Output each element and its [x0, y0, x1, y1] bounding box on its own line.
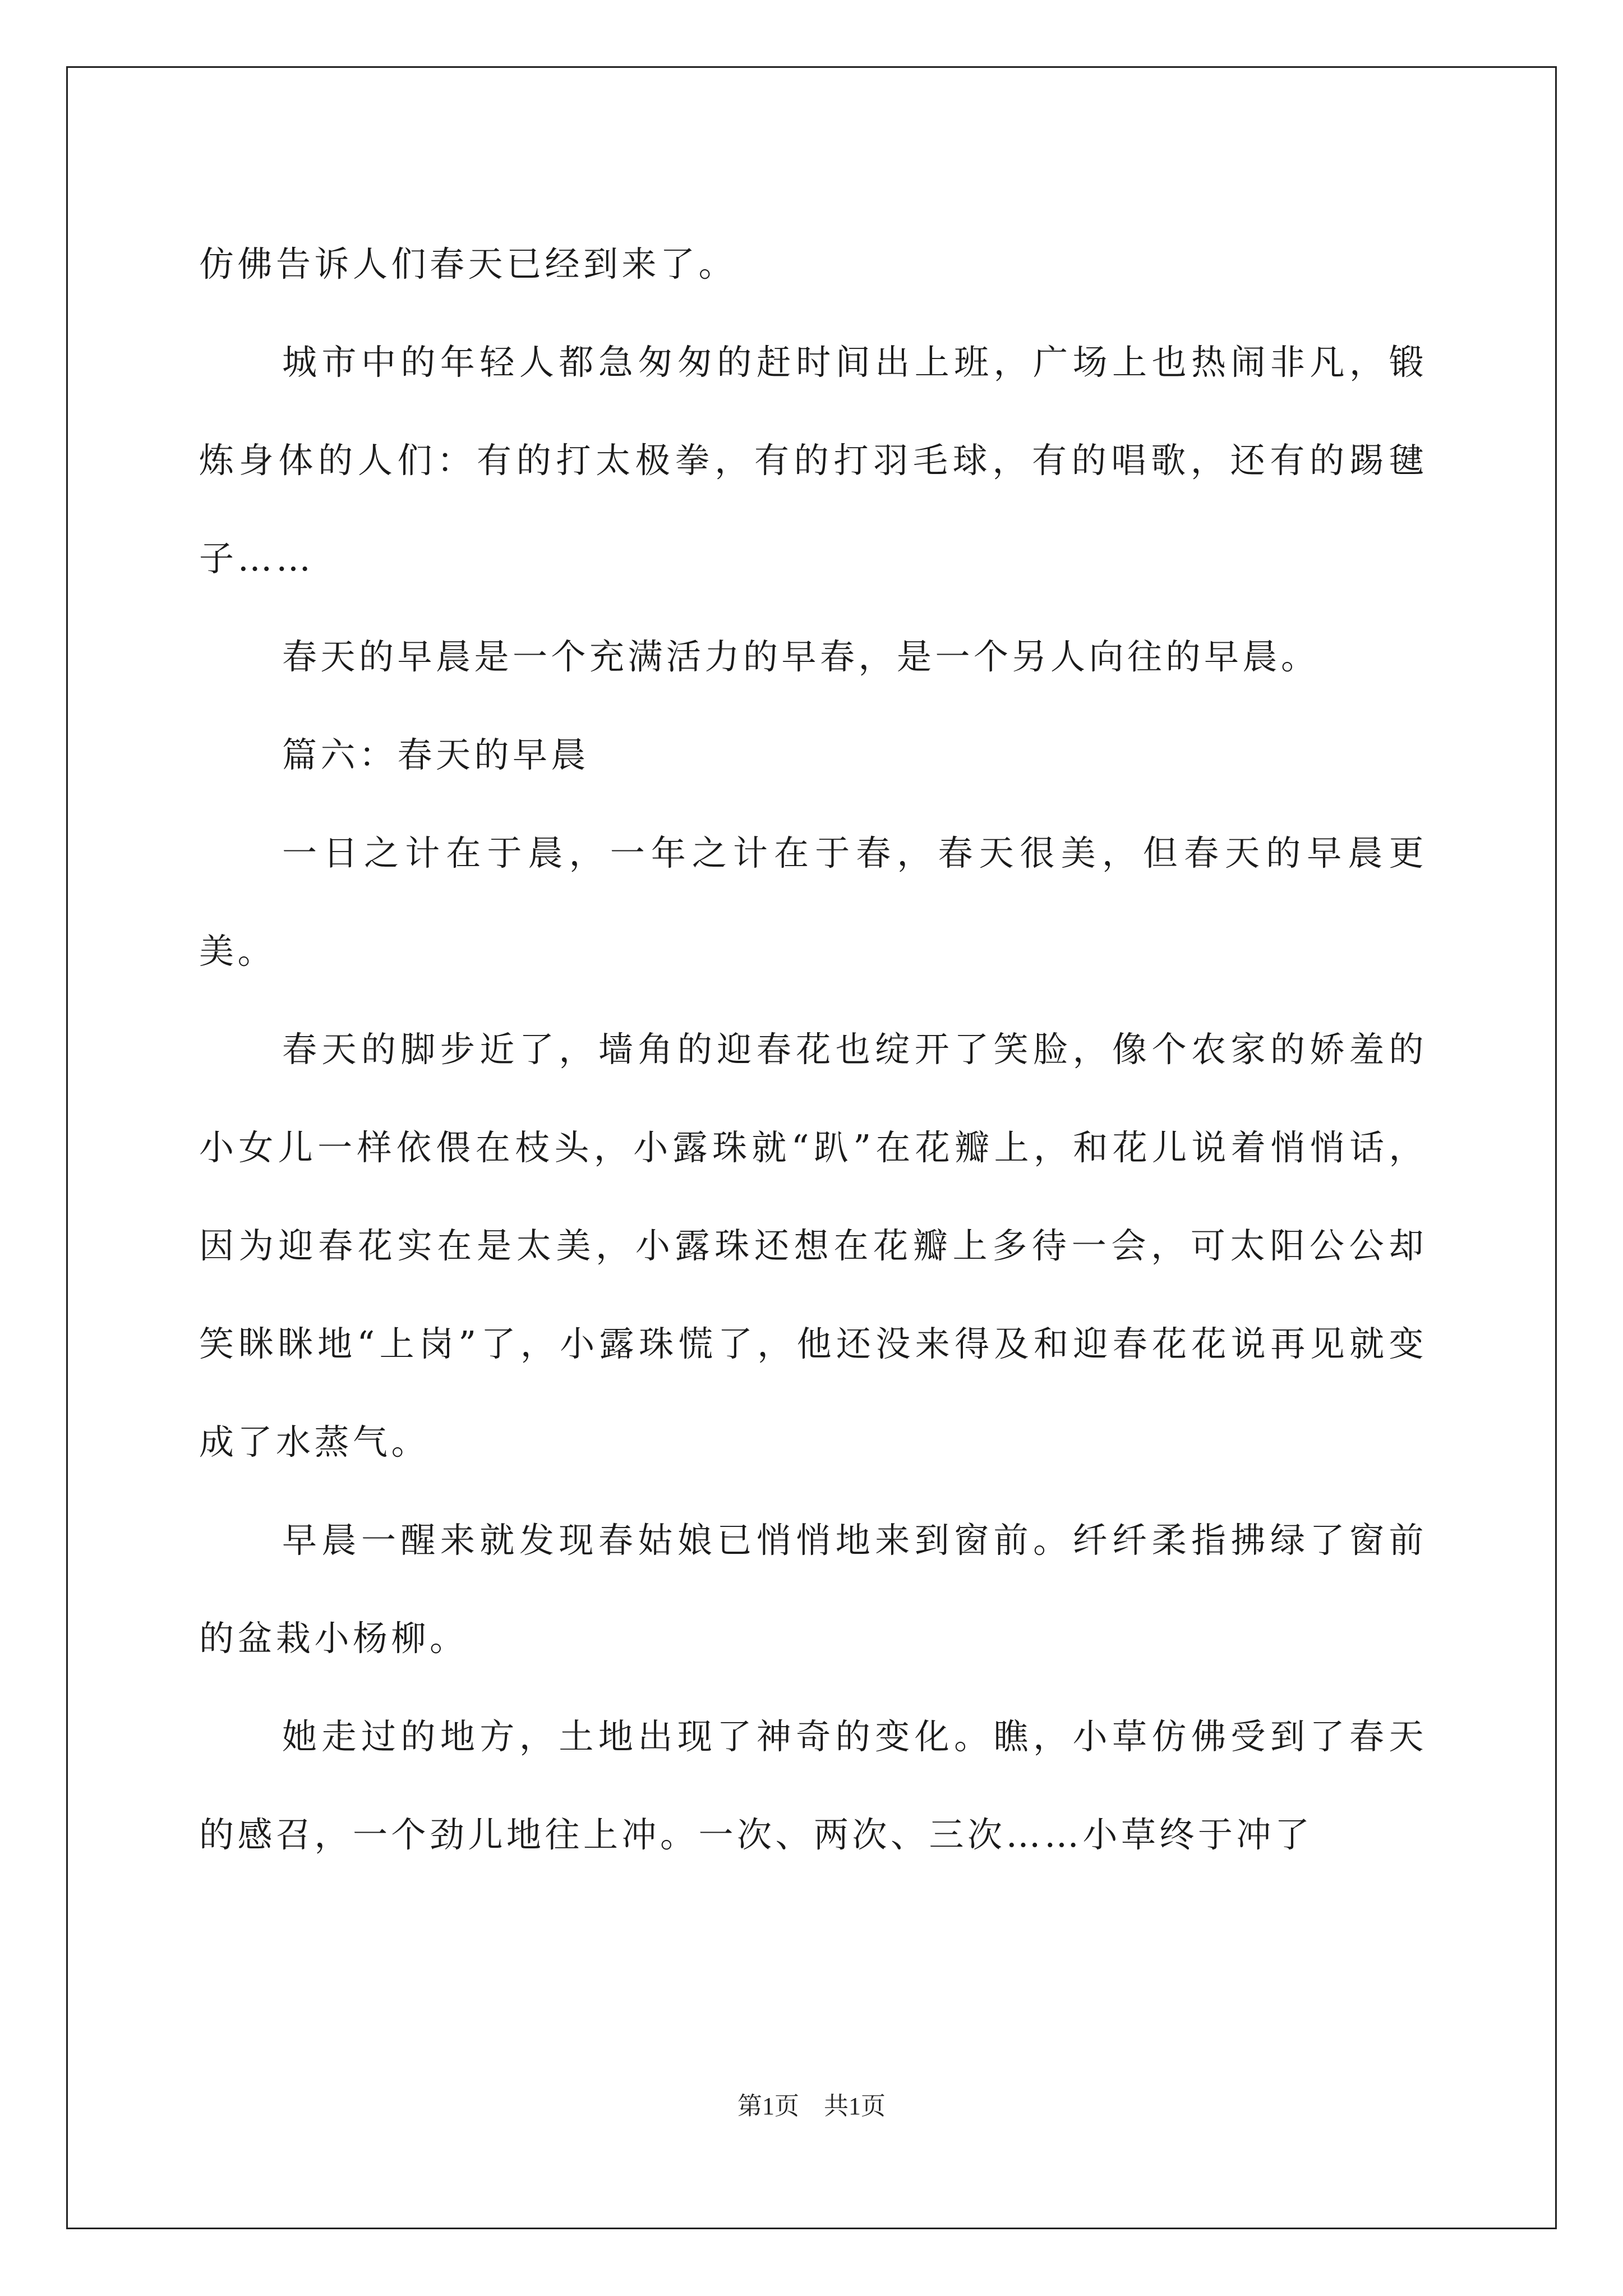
paragraph-7: 早晨一醒来就发现春姑娘已悄悄地来到窗前。纤纤柔指拂绿了窗前的盆栽小杨柳。 — [199, 1520, 1427, 1659]
page-number: 第1页 — [737, 2092, 799, 2120]
paragraph-8: 她走过的地方，土地出现了神奇的变化。瞧，小草仿佛受到了春天的感召，一个劲儿地往上冲。一次、两次、三次……小草终于冲了 — [199, 1716, 1427, 1855]
paragraph-2: 城市中的年轻人都急匆匆的赶时间出上班，广场上也热闹非凡，锻炼身体的人们：有的打太极拳，有的打羽毛球，有的唱歌，还有的踢毽子…… — [199, 342, 1427, 579]
page-total: 共1页 — [824, 2092, 886, 2120]
paragraph-5: 一日之计在于晨，一年之计在于春，春天很美，但春天的早晨更美。 — [199, 832, 1427, 972]
paragraph-1: 仿佛告诉人们春天已经到来了。 — [199, 243, 737, 284]
page-footer — [0, 2086, 1623, 2122]
paragraph-6: 春天的脚步近了，墙角的迎春花也绽开了笑脸，像个农家的娇羞的小女儿一样依偎在枝头，小露珠就“趴”在花瓣上，和花儿说着悄悄话，因为迎春花实在是太美，小露珠还想在花瓣上多待一会，可太阳公公却笑眯眯地“上岗”了，小露珠慌了，他还没来得及和迎春花花说再见就变成了水蒸气。 — [199, 1029, 1427, 1462]
section-heading: 篇六：春天的早晨 — [282, 734, 590, 775]
paragraph-3: 春天的早晨是一个充满活力的早春，是一个另人向往的早晨。 — [282, 636, 1320, 677]
document-body — [199, 215, 1427, 1884]
